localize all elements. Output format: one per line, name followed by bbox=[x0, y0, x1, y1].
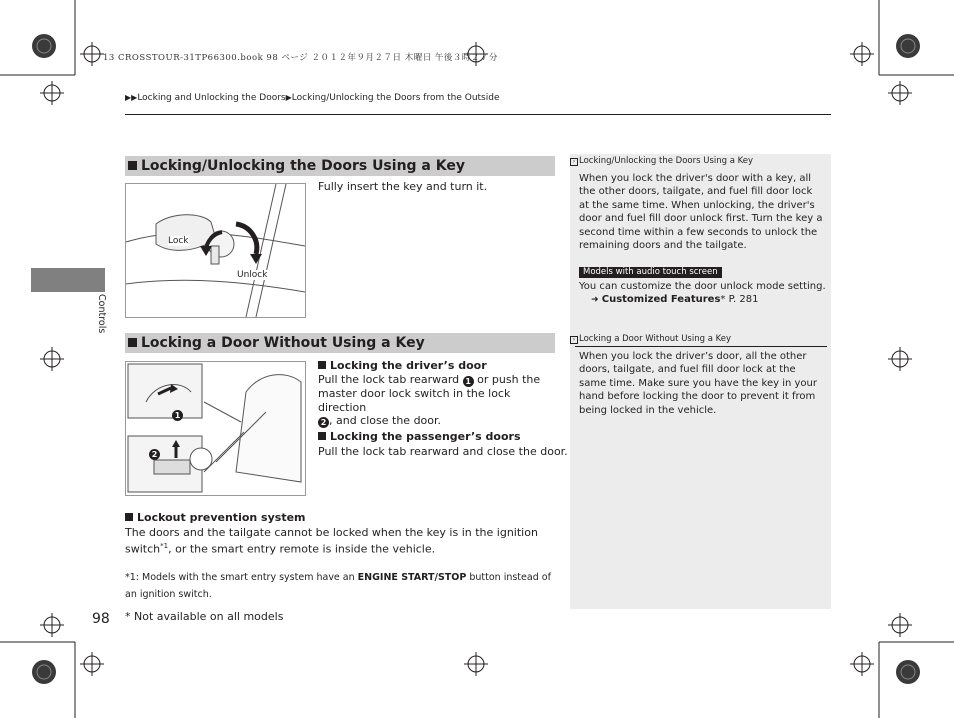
passenger-door-heading: Locking the passenger’s doors bbox=[318, 430, 521, 443]
driver-door-text: Pull the lock tab rearward 1 or push the master door lock switch in the lock direction 2 , and close the door. bbox=[318, 373, 541, 428]
step-1-marker: 1 bbox=[463, 376, 474, 387]
chapter-tab-marker bbox=[31, 268, 105, 292]
print-info: 13 CROSSTOUR-31TP66300.book 98 ページ ２０１２年９月２７日 木曜日 午後３時２７分 bbox=[103, 53, 498, 63]
footnote: *1: Models with the smart entry system have an ENGINE START/STOP button instead of an ignition switch. bbox=[125, 572, 551, 600]
lock-label: Lock bbox=[168, 236, 189, 246]
page-number: 98 bbox=[92, 611, 110, 627]
door-handle-key-drawing bbox=[126, 184, 305, 317]
subhead-square-icon bbox=[318, 432, 326, 440]
passenger-door-text: Pull the lock tab rearward and close the door. bbox=[318, 445, 568, 458]
chapter-label: Controls bbox=[96, 294, 107, 334]
breadcrumb-arrows: ▶▶ bbox=[125, 93, 138, 102]
heading-square-icon bbox=[128, 161, 137, 170]
breadcrumb-link-current[interactable]: Locking/Unlocking the Doors from the Outside bbox=[291, 93, 500, 103]
subhead-square-icon bbox=[318, 361, 326, 369]
lockout-heading: Lockout prevention system bbox=[125, 511, 306, 524]
breadcrumb bbox=[125, 93, 500, 103]
step-2-marker: 2 bbox=[318, 417, 329, 428]
section-heading-no-key: Locking a Door Without Using a Key bbox=[125, 333, 555, 353]
heading-square-icon bbox=[128, 338, 137, 347]
lock-tab-illustration bbox=[125, 361, 306, 496]
sidebar-note1-text: When you lock the driver's door with a key, all the other doors, tailgate, and fuel fill door lock at the same time. When unlocking, the driver's door and fuel fill door unlock first. Turn the key a second time within a few seconds to unlock the remaining doors and the tailgate. bbox=[579, 173, 823, 252]
key-instruction: Fully insert the key and turn it. bbox=[318, 180, 488, 193]
door-interior-drawing bbox=[126, 362, 305, 495]
breadcrumb-link-parent[interactable]: Locking and Unlocking the Doors bbox=[137, 93, 286, 103]
note-marker-icon: › bbox=[570, 158, 578, 166]
header-rule bbox=[125, 114, 831, 115]
sidebar-note1-title: › Locking/Unlocking the Doors Using a Key bbox=[570, 156, 753, 166]
sidebar-note2-text: When you lock the driver’s door, all the other doors, tailgate, and fuel fill door lock at the same time. Make sure you have the key in your hand before locking the door to prevent it from being locked in the vehicle. bbox=[579, 351, 817, 416]
driver-door-heading: Locking the driver’s door bbox=[318, 359, 487, 372]
note-marker-icon: › bbox=[570, 336, 578, 344]
not-available-note: * Not available on all models bbox=[125, 610, 284, 623]
sidebar-note2-rule bbox=[575, 346, 827, 347]
sidebar-note2-title: › Locking a Door Without Using a Key bbox=[570, 334, 731, 344]
callout-2-marker: 2 bbox=[149, 441, 160, 460]
subhead-square-icon bbox=[125, 513, 133, 521]
customized-features-link[interactable]: ➜ Customized Features* P. 281 bbox=[591, 294, 759, 305]
unlock-label: Unlock bbox=[237, 270, 268, 280]
link-arrow-icon: ➜ bbox=[591, 295, 599, 305]
callout-1-marker: 1 bbox=[172, 402, 183, 421]
customize-text: You can customize the door unlock mode setting. bbox=[579, 281, 826, 292]
key-lock-illustration bbox=[125, 183, 306, 318]
model-badge: Models with audio touch screen bbox=[579, 267, 722, 278]
lockout-text: The doors and the tailgate cannot be locked when the key is in the ignition switch$^{*1}$, or the smart entry remote is inside the vehicle. bbox=[125, 526, 538, 556]
section-heading-key: Locking/Unlocking the Doors Using a Key bbox=[125, 156, 555, 176]
footnote-ref[interactable]: *1 bbox=[160, 541, 169, 550]
breadcrumb-separator: ▶ bbox=[285, 93, 292, 102]
